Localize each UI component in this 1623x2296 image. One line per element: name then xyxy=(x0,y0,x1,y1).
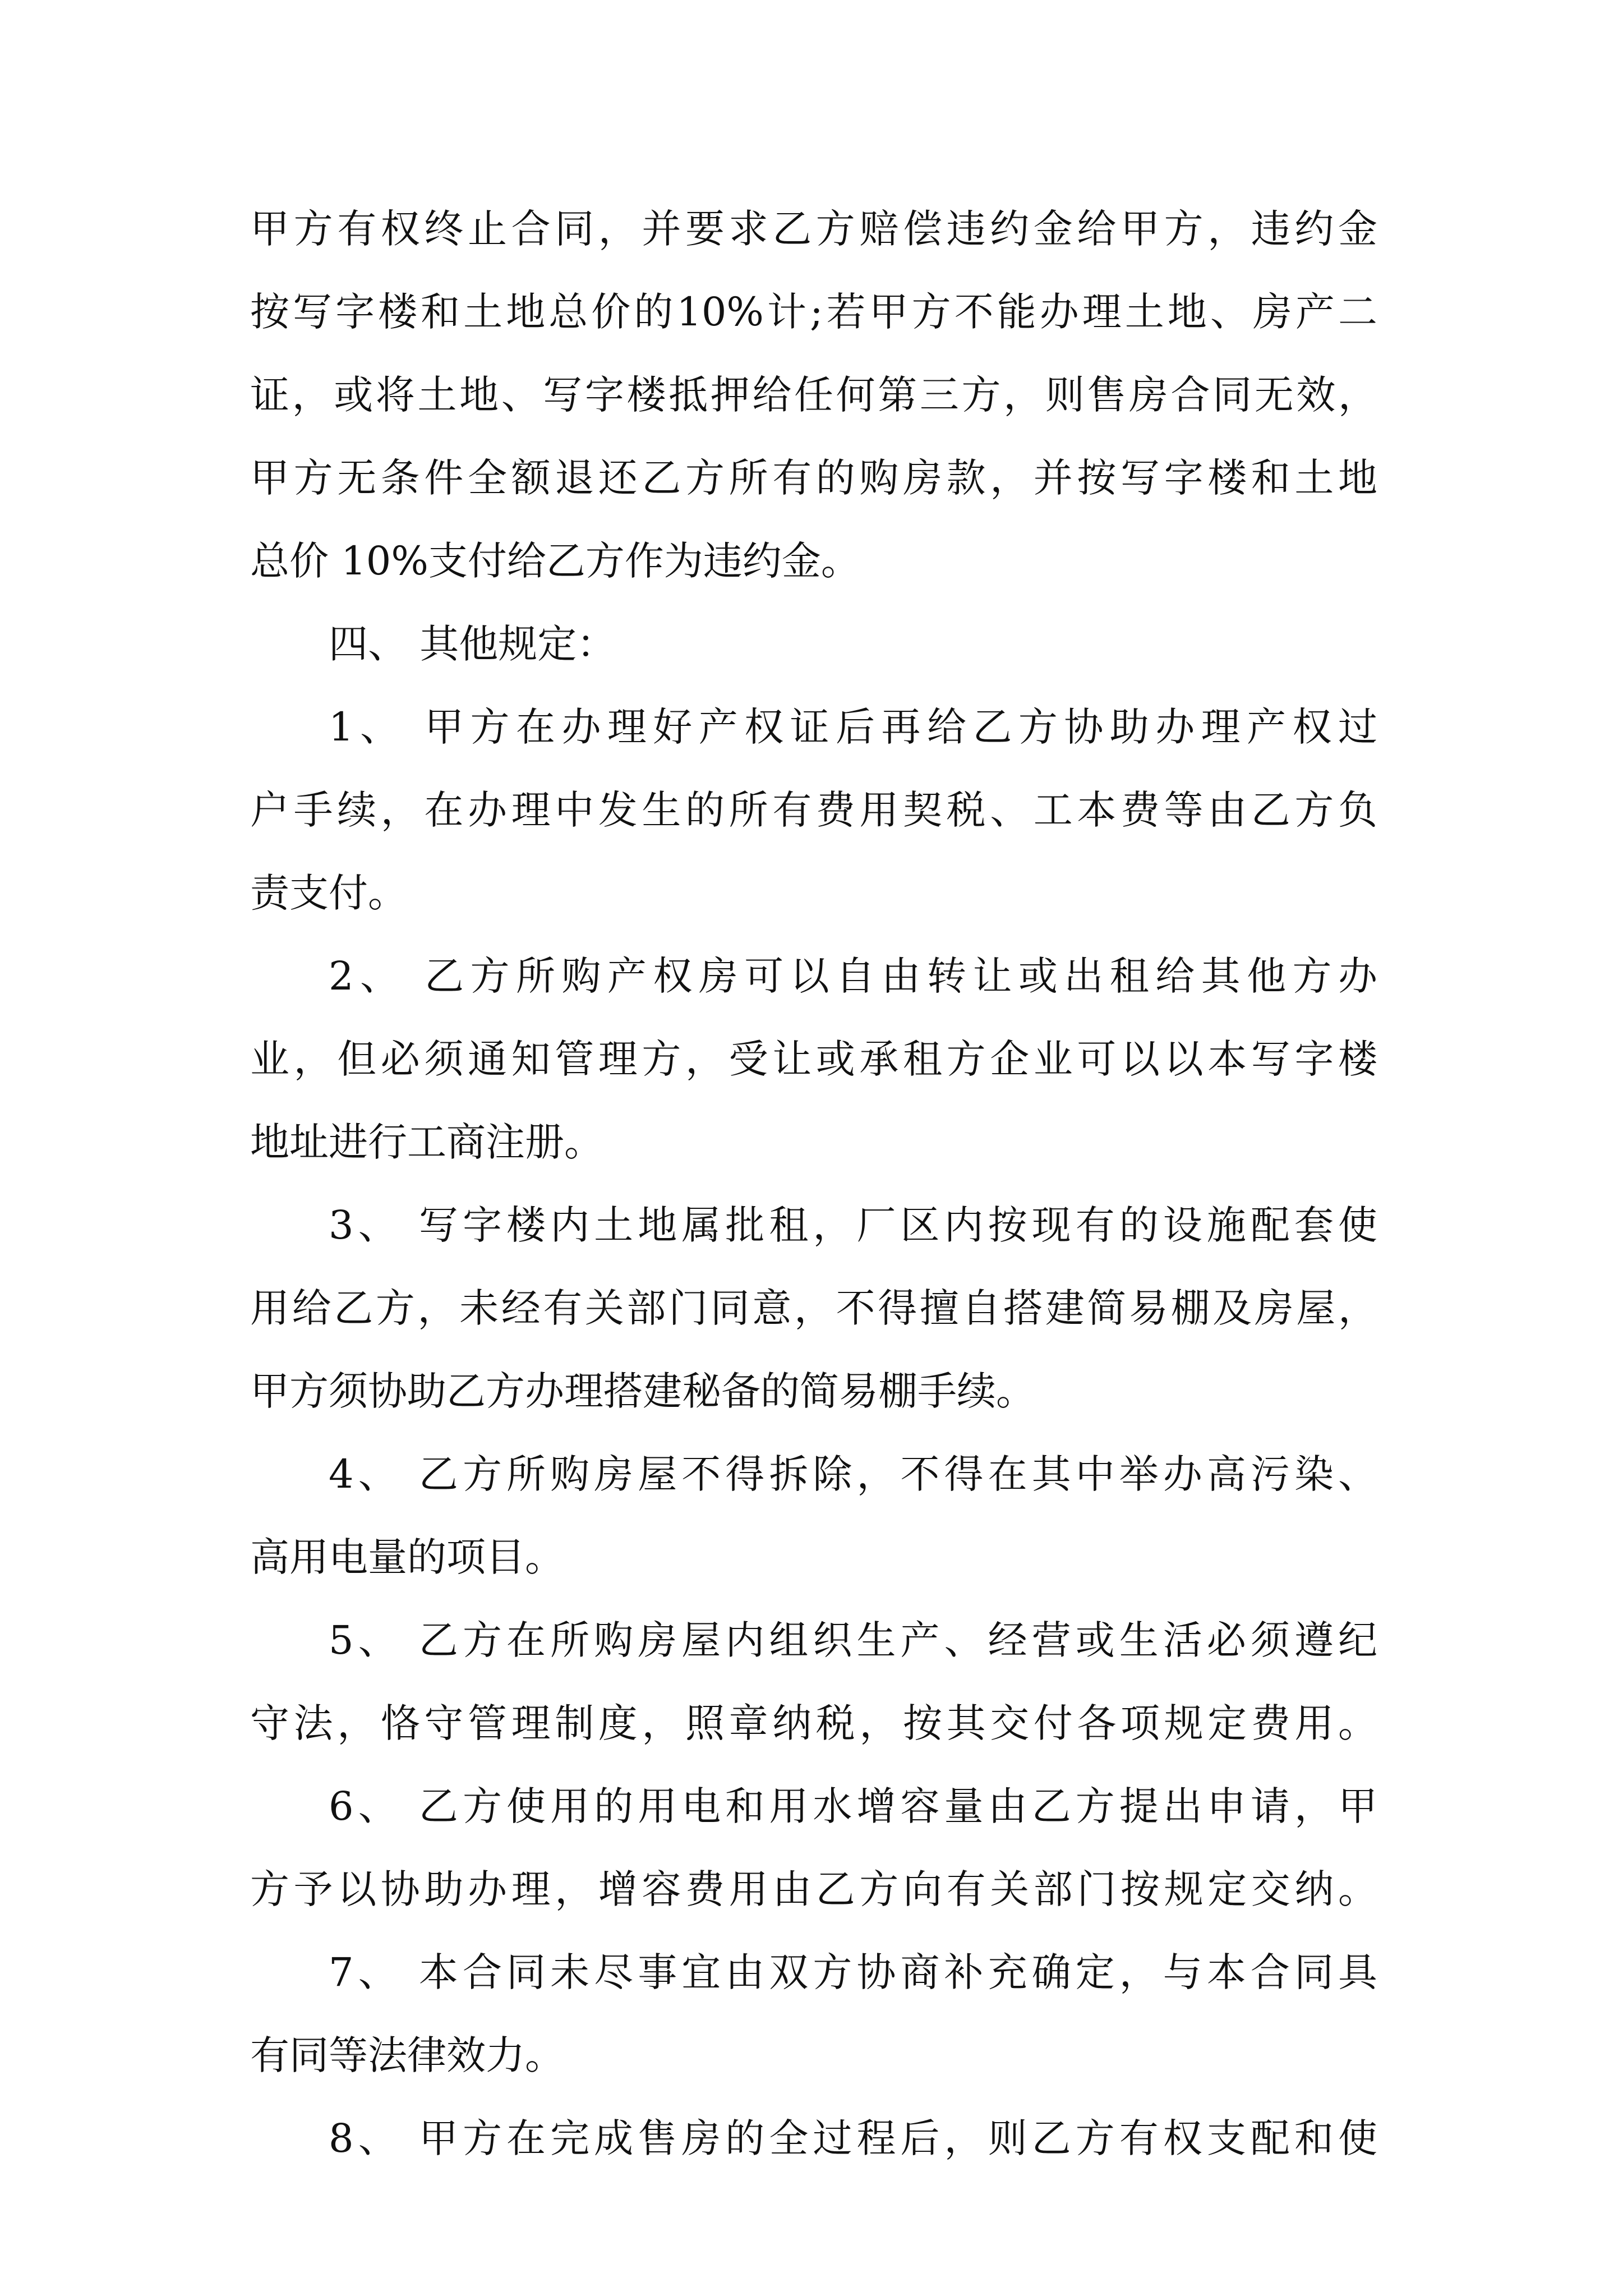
list-item-line: 责支付。 xyxy=(250,870,407,916)
list-item-line: 7、 本合同未尽事宜由双方协商补充确定，与本合同具 xyxy=(329,1949,1377,1995)
list-item-line: 方予以协助办理，增容费用由乙方向有关部门按规定交纳。 xyxy=(250,1866,1377,1912)
list-item-line: 8、 甲方在完成售房的全过程后，则乙方有权支配和使 xyxy=(329,2115,1377,2161)
list-item-line: 用给乙方，未经有关部门同意，不得擅自搭建简易棚及房屋， xyxy=(250,1285,1377,1331)
list-item-line: 1、 甲方在办理好产权证后再给乙方协助办理产权过 xyxy=(329,704,1377,750)
list-item-line: 6、 乙方使用的用电和用水增容量由乙方提出申请，甲 xyxy=(329,1783,1377,1829)
list-item-line: 地址进行工商注册。 xyxy=(250,1119,603,1165)
list-item-line: 业，但必须通知管理方，受让或承租方企业可以以本写字楼 xyxy=(250,1036,1377,1082)
list-item-line: 3、 写字楼内土地属批租，厂区内按现有的设施配套使 xyxy=(329,1202,1377,1248)
section-heading: 四、 其他规定： xyxy=(329,621,616,667)
list-item-line: 户手续，在办理中发生的所有费用契税、工本费等由乙方负 xyxy=(250,787,1377,833)
list-item-line: 5、 乙方在所购房屋内组织生产、经营或生活必须遵纪 xyxy=(329,1617,1377,1663)
list-item-line: 甲方须协助乙方办理搭建秘备的简易棚手续。 xyxy=(250,1368,1035,1414)
list-item-line: 守法，恪守管理制度，照章纳税，按其交付各项规定费用。 xyxy=(250,1700,1377,1746)
paragraph-line: 证，或将土地、写字楼抵押给任何第三方，则售房合同无效， xyxy=(250,372,1377,418)
paragraph-line: 甲方无条件全额退还乙方所有的购房款，并按写字楼和土地 xyxy=(250,455,1377,501)
paragraph-line: 按写字楼和土地总价的10%计;若甲方不能办理土地、房产二 xyxy=(250,289,1377,335)
list-item-line: 2、 乙方所购产权房可以自由转让或出租给其他方办 xyxy=(329,953,1377,999)
list-item-line: 4、 乙方所购房屋不得拆除，不得在其中举办高污染、 xyxy=(329,1451,1377,1497)
list-item-line: 高用电量的项目。 xyxy=(250,1534,564,1580)
list-item-line: 有同等法律效力。 xyxy=(250,2032,564,2078)
paragraph-line: 甲方有权终止合同，并要求乙方赔偿违约金给甲方，违约金 xyxy=(250,206,1377,252)
paragraph-line: 总价 10%支付给乙方作为违约金。 xyxy=(250,538,860,584)
